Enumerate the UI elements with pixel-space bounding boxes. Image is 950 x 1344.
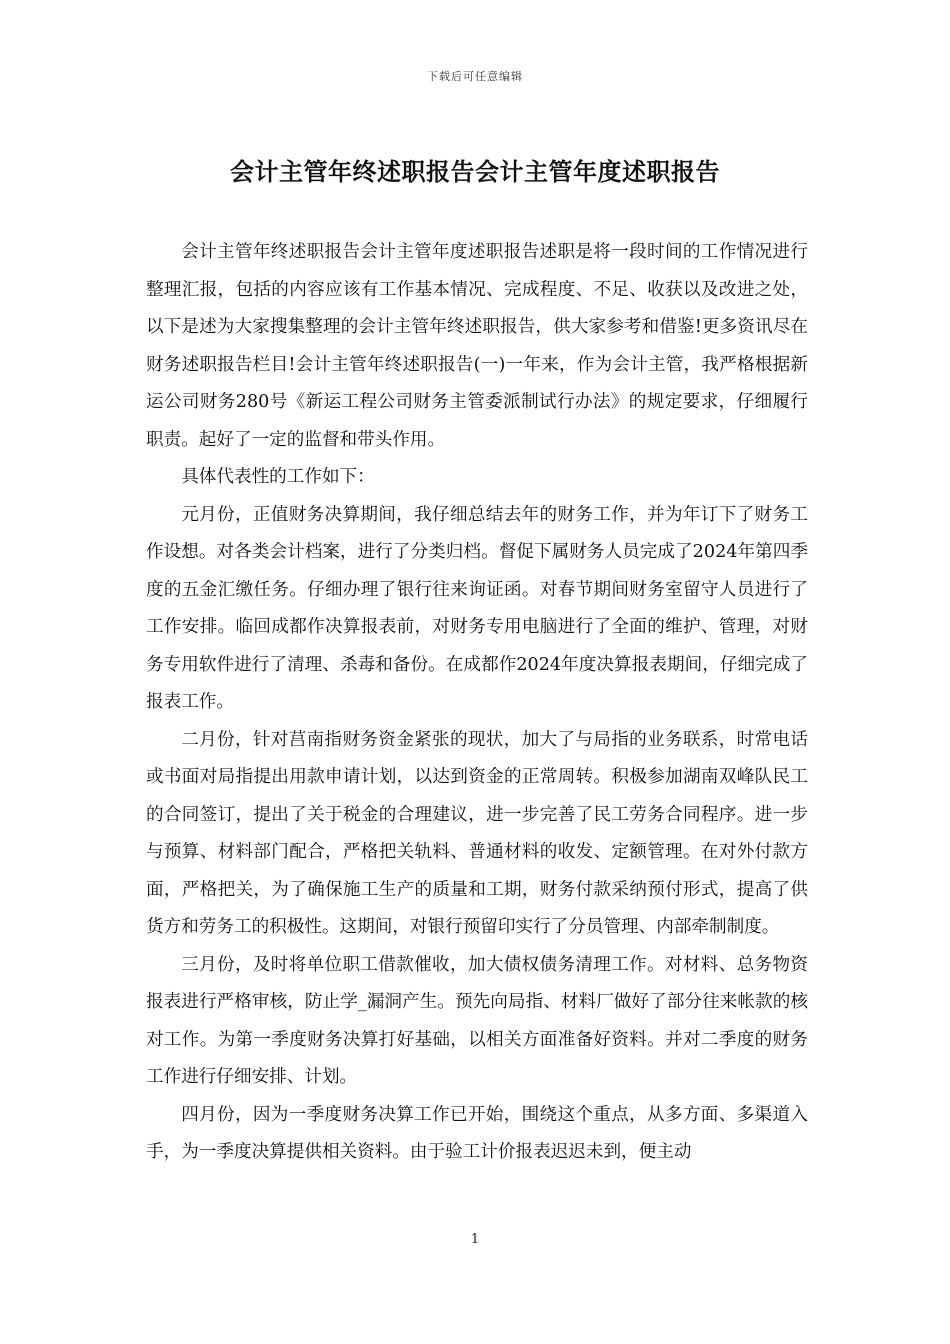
paragraph-february: 二月份，针对莒南指财务资金紧张的现状，加大了与局指的业务联系，时常电话或书面对局指提出用款申请计划，以达到资金的正常周转。积极参加湖南双峰队民工的合同签订，提出了关于税金的合理建议，进一步完善了民工劳务合同程序。进一步与预算、材料部门配合，严格把关轨料、普通材料的收发、定额管理。在对外付款方面，严格把关，为了确保施工生产的质量和工期，财务付款采纳预付形式，提高了供货方和劳务工的积极性。这期间，对银行预留印实行了分员管理、内部牵制制度。 bbox=[146, 729, 808, 937]
header-note: 下载后可任意编辑 bbox=[427, 70, 523, 83]
paragraph-intro: 会计主管年终述职报告会计主管年度述职报告述职是将一段时间的工作情况进行整理汇报，包括的内容应该有工作基本情况、完成程度、不足、收获以及改进之处，以下是述为大家搜集整理的会计主管年终述职报告，供大家参考和借鉴!更多资讯尽在财务述职报告栏目!会计主管年终述职报告(一)一年来，作为会计主管，我严格根据新运公司财务280号《新运工程公司财务主管委派制试行办法》的规定要求，仔细履行职责。起好了一定的监督和带头作用。 bbox=[146, 242, 808, 450]
document-title: 会计主管年终述职报告会计主管年度述职报告 bbox=[230, 157, 720, 186]
document-body bbox=[146, 234, 808, 1172]
paragraph-march: 三月份，及时将单位职工借款催收，加大债权债务清理工作。对材料、总务物资报表进行严格审核，防止学_漏洞产生。预先向局指、材料厂做好了部分往来帐款的核对工作。为第一季度财务决算打好基础，以相关方面准备好资料。并对二季度的财务工作进行仔细安排、计划。 bbox=[146, 954, 808, 1087]
page-number: 1 bbox=[470, 1232, 480, 1247]
paragraph-highlights: 具体代表性的工作如下： bbox=[181, 467, 375, 487]
paragraph-april: 四月份，因为一季度财务决算工作已开始，围绕这个重点，从多方面、多渠道入手，为一季度决算提供相关资料。由于验工计价报表迟迟未到，便主动 bbox=[146, 1104, 808, 1162]
paragraph-january: 元月份，正值财务决算期间，我仔细总结去年的财务工作，并为年订下了财务工作设想。对各类会计档案，进行了分类归档。督促下属财务人员完成了2024年第四季度的五金汇缴任务。仔细办理了银行往来询证函。对春节期间财务室留守人员进行了工作安排。临回成都作决算报表前，对财务专用电脑进行了全面的维护、管理，对财务专用软件进行了清理、杀毒和备份。在成都作2024年度决算报表期间，仔细完成了报表工作。 bbox=[146, 504, 808, 712]
